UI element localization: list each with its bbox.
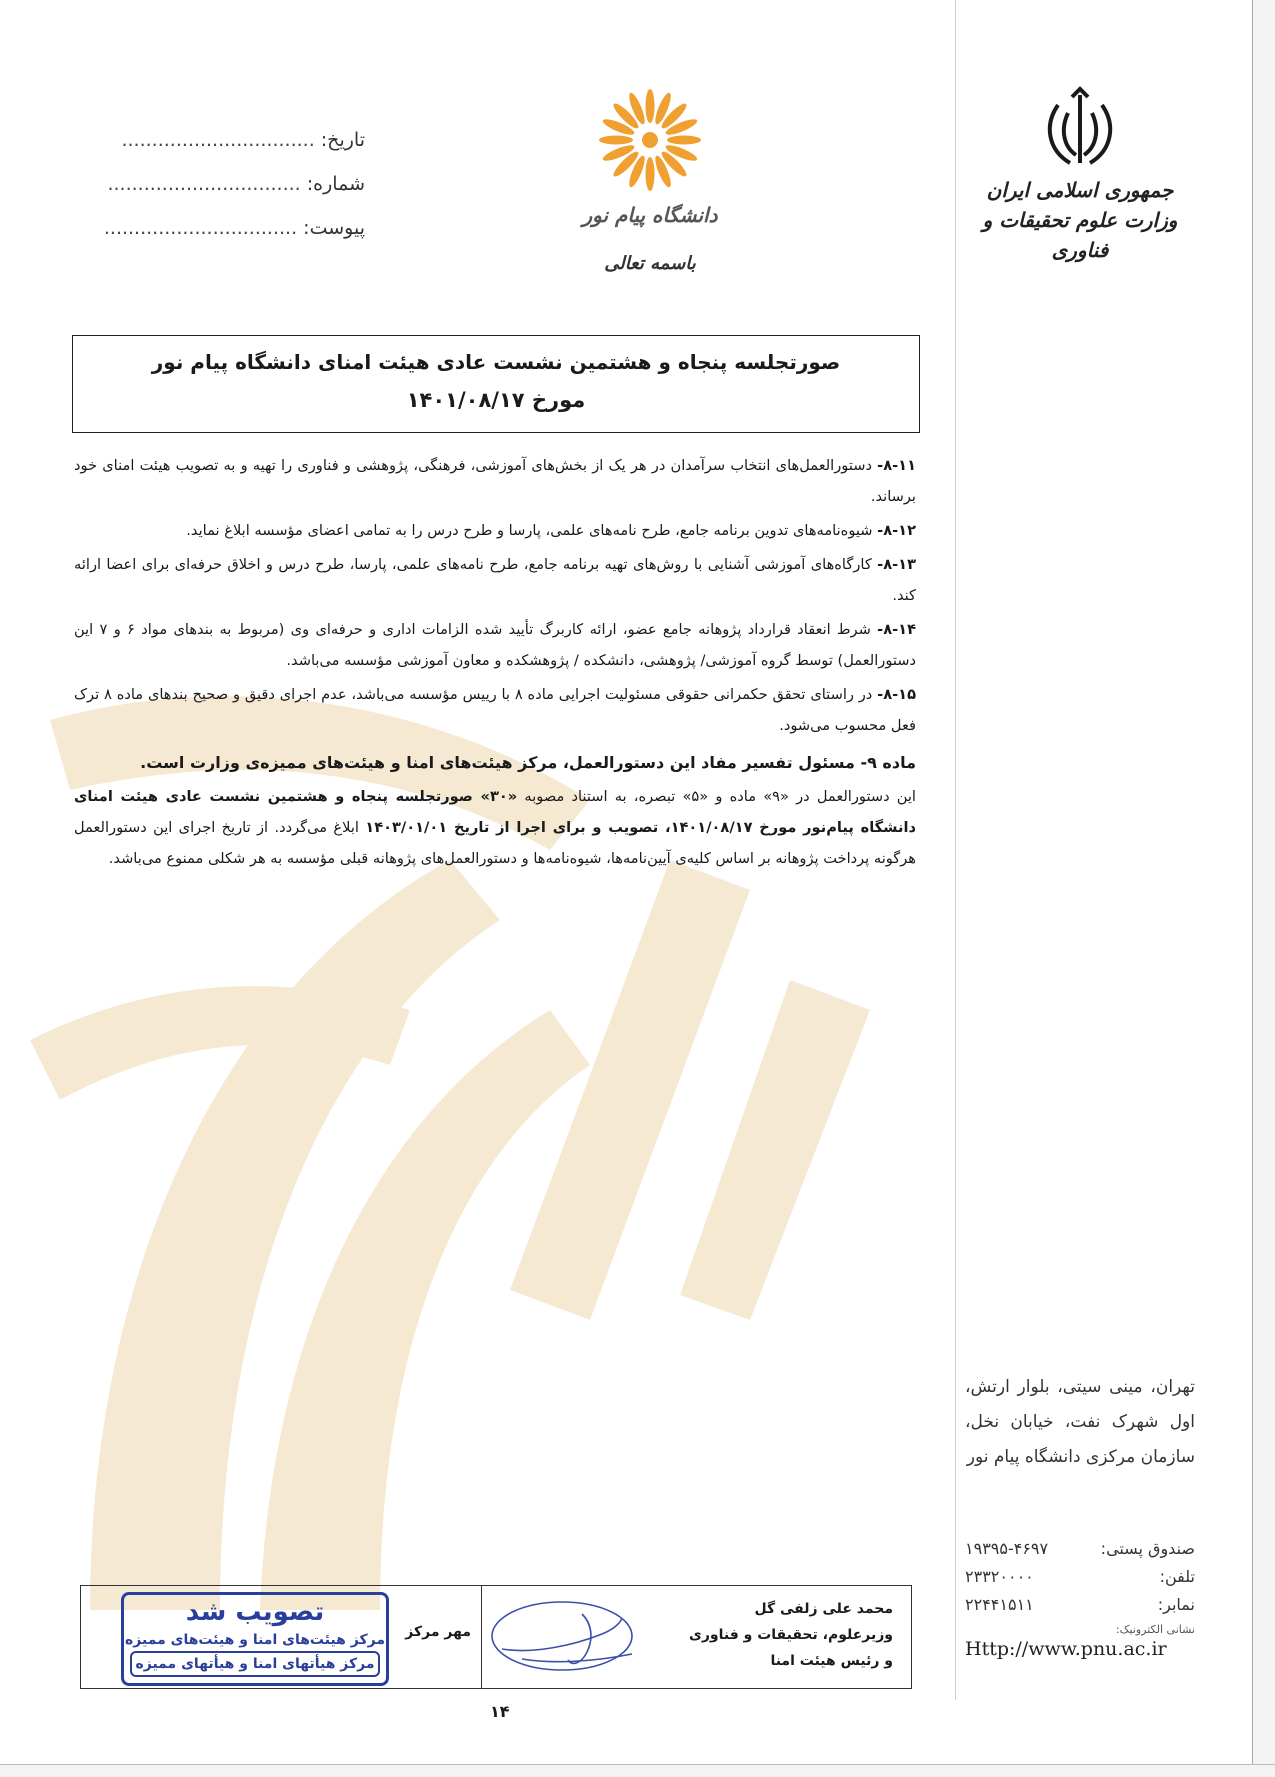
clause-number: ۸-۱۱-: [877, 457, 916, 474]
page-number: ۱۴: [490, 1702, 510, 1721]
stamp-approved-text: تصویب شد: [185, 1597, 325, 1627]
stamp-line-1: مرکز هیئت‌های امنا و هیئت‌های ممیزه: [125, 1632, 385, 1648]
final-text-2: ابلاغ می‌گردد. از تاریخ اجرای این دستورالعمل هرگونه پرداخت پژوهانه بر اساس کلیه‌ی آیین‌نامه‌ها، شیوه‌نامه‌ها و دستورالعمل‌های پژوهانه قبلی مؤسسه به هر شکلی ممنوع می‌باشد.: [74, 819, 916, 867]
attachment-label: پیوست:: [303, 217, 365, 239]
date-field: [121, 118, 365, 162]
signer-name: محمد علی زلفی گل: [754, 1601, 893, 1617]
number-label: شماره:: [306, 173, 365, 195]
university-logo-block: [575, 85, 725, 274]
date-dots: ................................: [121, 129, 315, 151]
title-box: [72, 335, 920, 433]
article-9: ماده ۹- مسئول تفسیر مفاد این دستورالعمل، مرکز هیئت‌های امنا و هیئت‌های ممیزه‌ی وزارت است.: [140, 753, 916, 772]
clause-number: ۸-۱۳-: [877, 556, 916, 573]
postal-label: صندوق پستی:: [1100, 1539, 1195, 1558]
fax-row: [965, 1591, 1195, 1619]
postal-value: ۱۹۳۹۵-۴۶۹۷: [965, 1539, 1049, 1558]
clause-number: ۸-۱۴-: [877, 621, 916, 638]
seal-cell: [81, 1586, 482, 1688]
clause-8-11: [74, 450, 916, 512]
number-dots: ................................: [107, 173, 301, 195]
clause-text: دستورالعمل‌های انتخاب سرآمدان در هر یک از بخش‌های آموزشی، فرهنگی، پژوهشی و فناوری را تهیه و به تصویب هیئت امنای خود برساند.: [74, 457, 916, 505]
clause-8-15: [74, 679, 916, 741]
fax-value: ۲۲۴۴۱۵۱۱: [965, 1595, 1034, 1614]
document-body: [74, 450, 916, 877]
number-field: [107, 162, 365, 206]
attachment-field: [103, 206, 365, 250]
signer-title-2: و رئیس هیئت امنا: [770, 1653, 893, 1669]
phone-row: [965, 1563, 1195, 1591]
attachment-dots: ................................: [103, 217, 298, 239]
ministry-line-2: وزارت علوم تحقیقات و فناوری: [982, 208, 1178, 262]
seal-label: مهر مرکز: [405, 1624, 471, 1640]
page-edge-bottom: [0, 1764, 1275, 1777]
signer-title-1: وزیرعلوم، تحقیقات و فناوری: [689, 1627, 893, 1643]
clause-text: کارگاه‌های آموزشی آشنایی با روش‌های تهیه برنامه جامع، طرح نامه‌های علمی، پارسا، طرح درس و اخلاق حرفه‌ای برای اعضا ارائه کند.: [74, 556, 916, 604]
clause-8-14: [74, 614, 916, 676]
clause-text: شرط انعقاد قرارداد پژوهانه جامع عضو، ارائه کاربرگ تأیید شده الزامات اداری و حرفه‌ای وی (مربوط به بندهای مواد ۶ و ۷ این دستورالعمل) توسط گروه آموزشی/ پژوهشی، دانشکده / پژوهشکده و معاون آموزشی مؤسسه می‌باشد.: [74, 621, 916, 669]
clause-text: در راستای تحقق حکمرانی حقوقی مسئولیت اجرایی ماده ۸ با رییس مؤسسه می‌باشد، عدم اجرای دقیق و صحیح بندهای ماده ۸ ترک فعل محسوب می‌شود.: [74, 686, 916, 734]
phone-label: تلفن:: [1159, 1567, 1195, 1586]
pnu-sunburst-logo-icon: [595, 85, 705, 195]
fax-label: نمابر:: [1157, 1595, 1195, 1614]
date-label: تاریخ:: [320, 129, 365, 151]
signature-table: [80, 1585, 912, 1689]
document-title: صورتجلسه پنجاه و هشتمین نشست عادی هیئت امنای دانشگاه پیام نور: [151, 350, 841, 374]
stamp-line-2: مرکز هیأتهای امنا و هیأتهای ممیزه: [130, 1651, 380, 1677]
ministry-line-1: جمهوری اسلامی ایران: [986, 178, 1174, 202]
university-name: دانشگاه پیام نور: [582, 203, 718, 227]
clause-number: ۸-۱۵-: [877, 686, 916, 703]
letter-meta-fields: [103, 118, 365, 250]
clause-text: شیوه‌نامه‌های تدوین برنامه جامع، طرح نامه‌های علمی، پارسا و طرح درس را به تمامی اعضای مؤسسه ابلاغ نماید.: [186, 522, 878, 539]
final-text-1: این دستورالعمل در «۹» ماده و «۵» تبصره، به استناد مصوبه: [517, 788, 916, 805]
phone-value: ۲۳۳۲۰۰۰۰: [965, 1567, 1034, 1586]
clause-8-12: [74, 515, 916, 546]
contact-info: [965, 1535, 1195, 1660]
clause-8-13: [74, 549, 916, 611]
website-link[interactable]: Http://www.pnu.ac.ir: [965, 1638, 1167, 1660]
ministry-header: [960, 85, 1200, 265]
page-edge: [1252, 0, 1275, 1777]
final-text-bold: «۳۰» صورتجلسه پنجاه و هشتمین نشست عادی هیئت امنای دانشگاه پیام‌نور مورخ ۱۴۰۱/۰۸/۱۷، تصویب و برای اجرا از تاریخ ۱۴۰۳/۰۱/۰۱: [74, 788, 916, 836]
final-paragraph: [74, 781, 916, 874]
signer-block: [689, 1596, 893, 1674]
university-address: تهران، مینی سیتی، بلوار ارتش، اول شهرک نفت، خیابان نخل، سازمان مرکزی دانشگاه پیام نور: [965, 1377, 1195, 1467]
document-date: مورخ ۱۴۰۱/۰۸/۱۷: [406, 388, 586, 412]
handwritten-signature-icon: [482, 1594, 662, 1680]
side-divider: [955, 0, 956, 1700]
signer-cell: [482, 1586, 911, 1688]
iran-emblem-icon: [1040, 85, 1120, 175]
approval-stamp: [121, 1592, 389, 1686]
postal-box-row: [965, 1535, 1195, 1563]
clause-number: ۸-۱۲-: [877, 522, 916, 539]
invocation: باسمه تعالی: [604, 253, 696, 274]
website-label: نشانی الکترونیک:: [1115, 1623, 1195, 1636]
